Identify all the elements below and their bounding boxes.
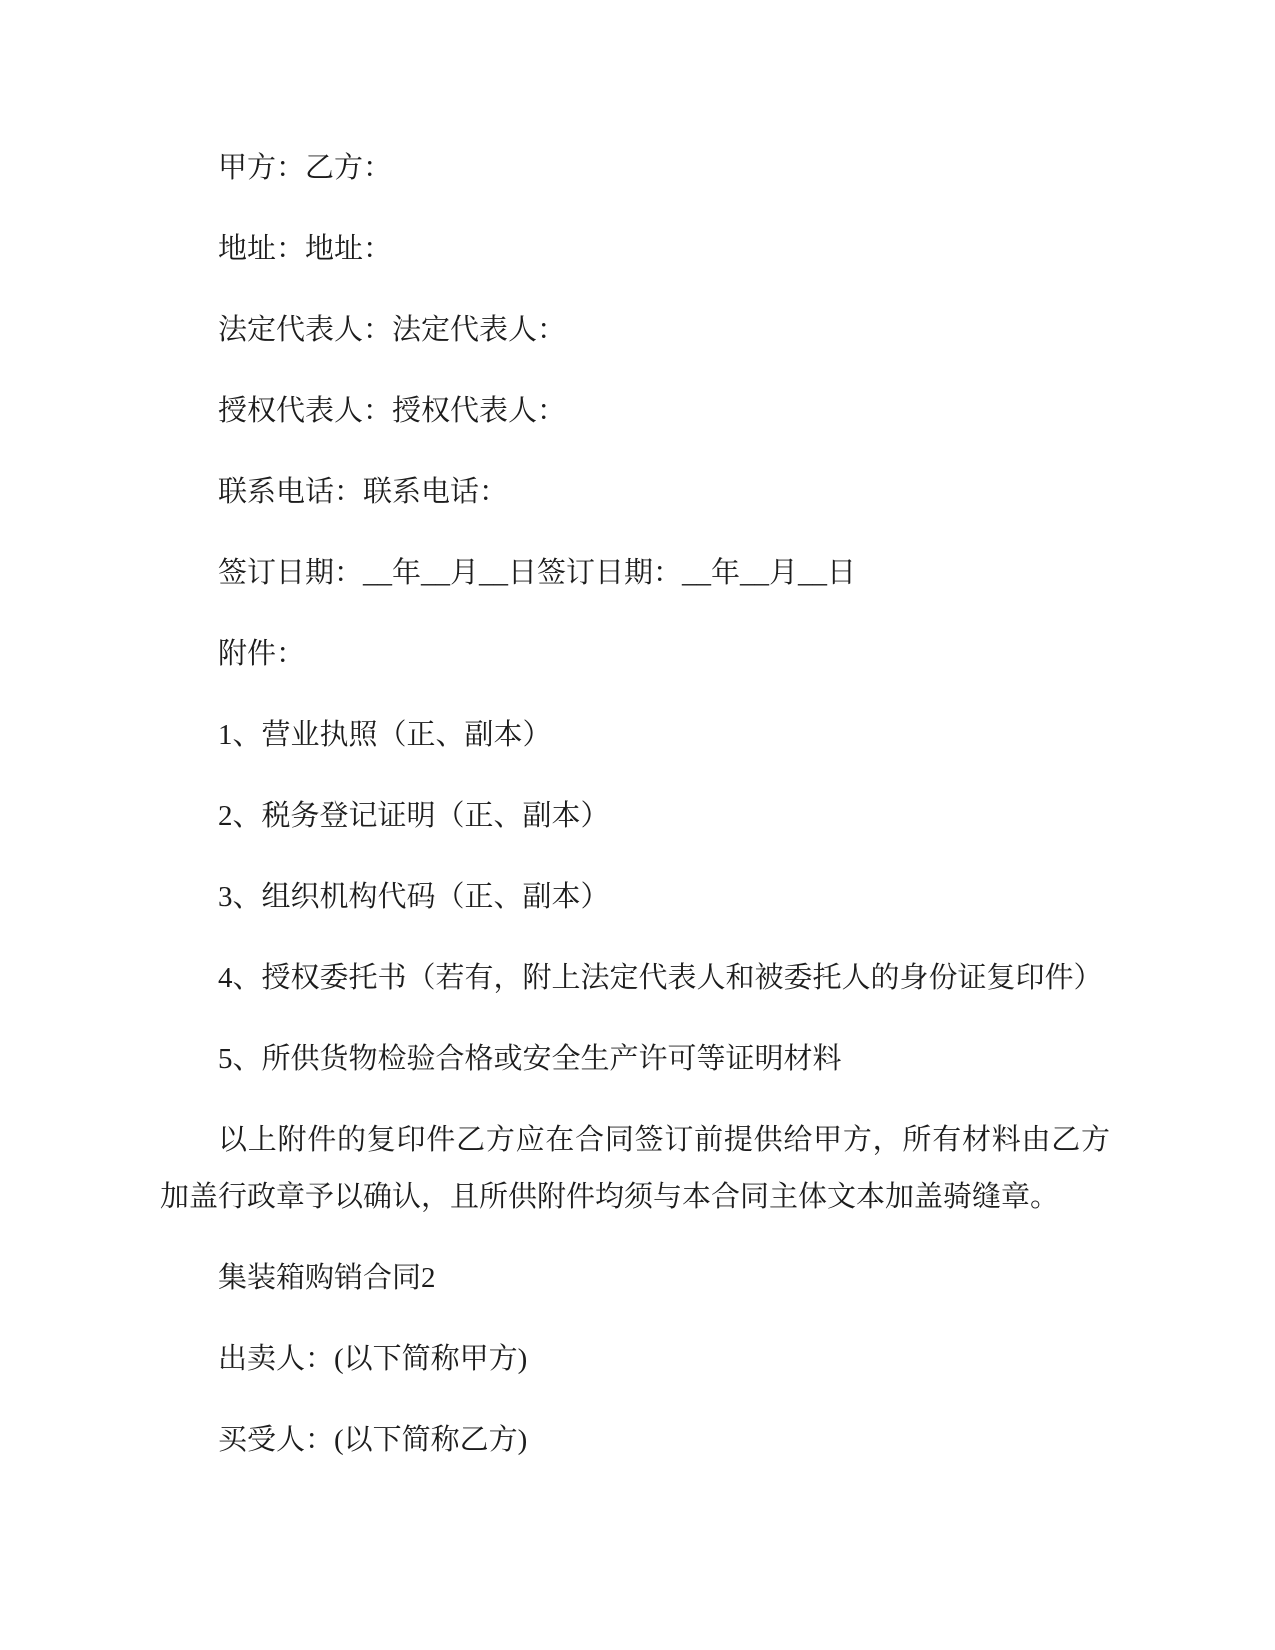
attachment-item-4: 4、授权委托书（若有，附上法定代表人和被委托人的身份证复印件）	[218, 962, 1103, 994]
attachment-item-5: 5、所供货物检验合格或安全生产许可等证明材料	[218, 1043, 842, 1075]
attachment-item-3: 3、组织机构代码（正、副本）	[218, 881, 610, 913]
party-a-b-line: 甲方：乙方：	[218, 152, 393, 184]
seller-line: 出卖人：(以下简称甲方)	[218, 1343, 528, 1375]
address-line: 地址：地址：	[218, 233, 393, 265]
signing-date-line: 签订日期：__年__月__日签订日期：__年__月__日	[218, 557, 857, 589]
attachment-item-1: 1、营业执照（正、副本）	[218, 719, 552, 751]
buyer-line: 买受人：(以下简称乙方)	[218, 1424, 528, 1456]
contact-phone-line: 联系电话：联系电话：	[218, 476, 509, 508]
attachment-note-paragraph: 以上附件的复印件乙方应在合同签订前提供给甲方，所有材料由乙方加盖行政章予以确认，且所供附件均须与本合同主体文本加盖骑缝章。	[160, 1124, 1110, 1213]
attachments-label: 附件：	[218, 638, 306, 670]
authorized-representative-line: 授权代表人：授权代表人：	[218, 395, 567, 427]
document-content	[160, 140, 1110, 1493]
section-title-contract-2: 集装箱购销合同2	[218, 1262, 436, 1294]
legal-representative-line: 法定代表人：法定代表人：	[218, 314, 567, 346]
attachment-item-2: 2、税务登记证明（正、副本）	[218, 800, 610, 832]
